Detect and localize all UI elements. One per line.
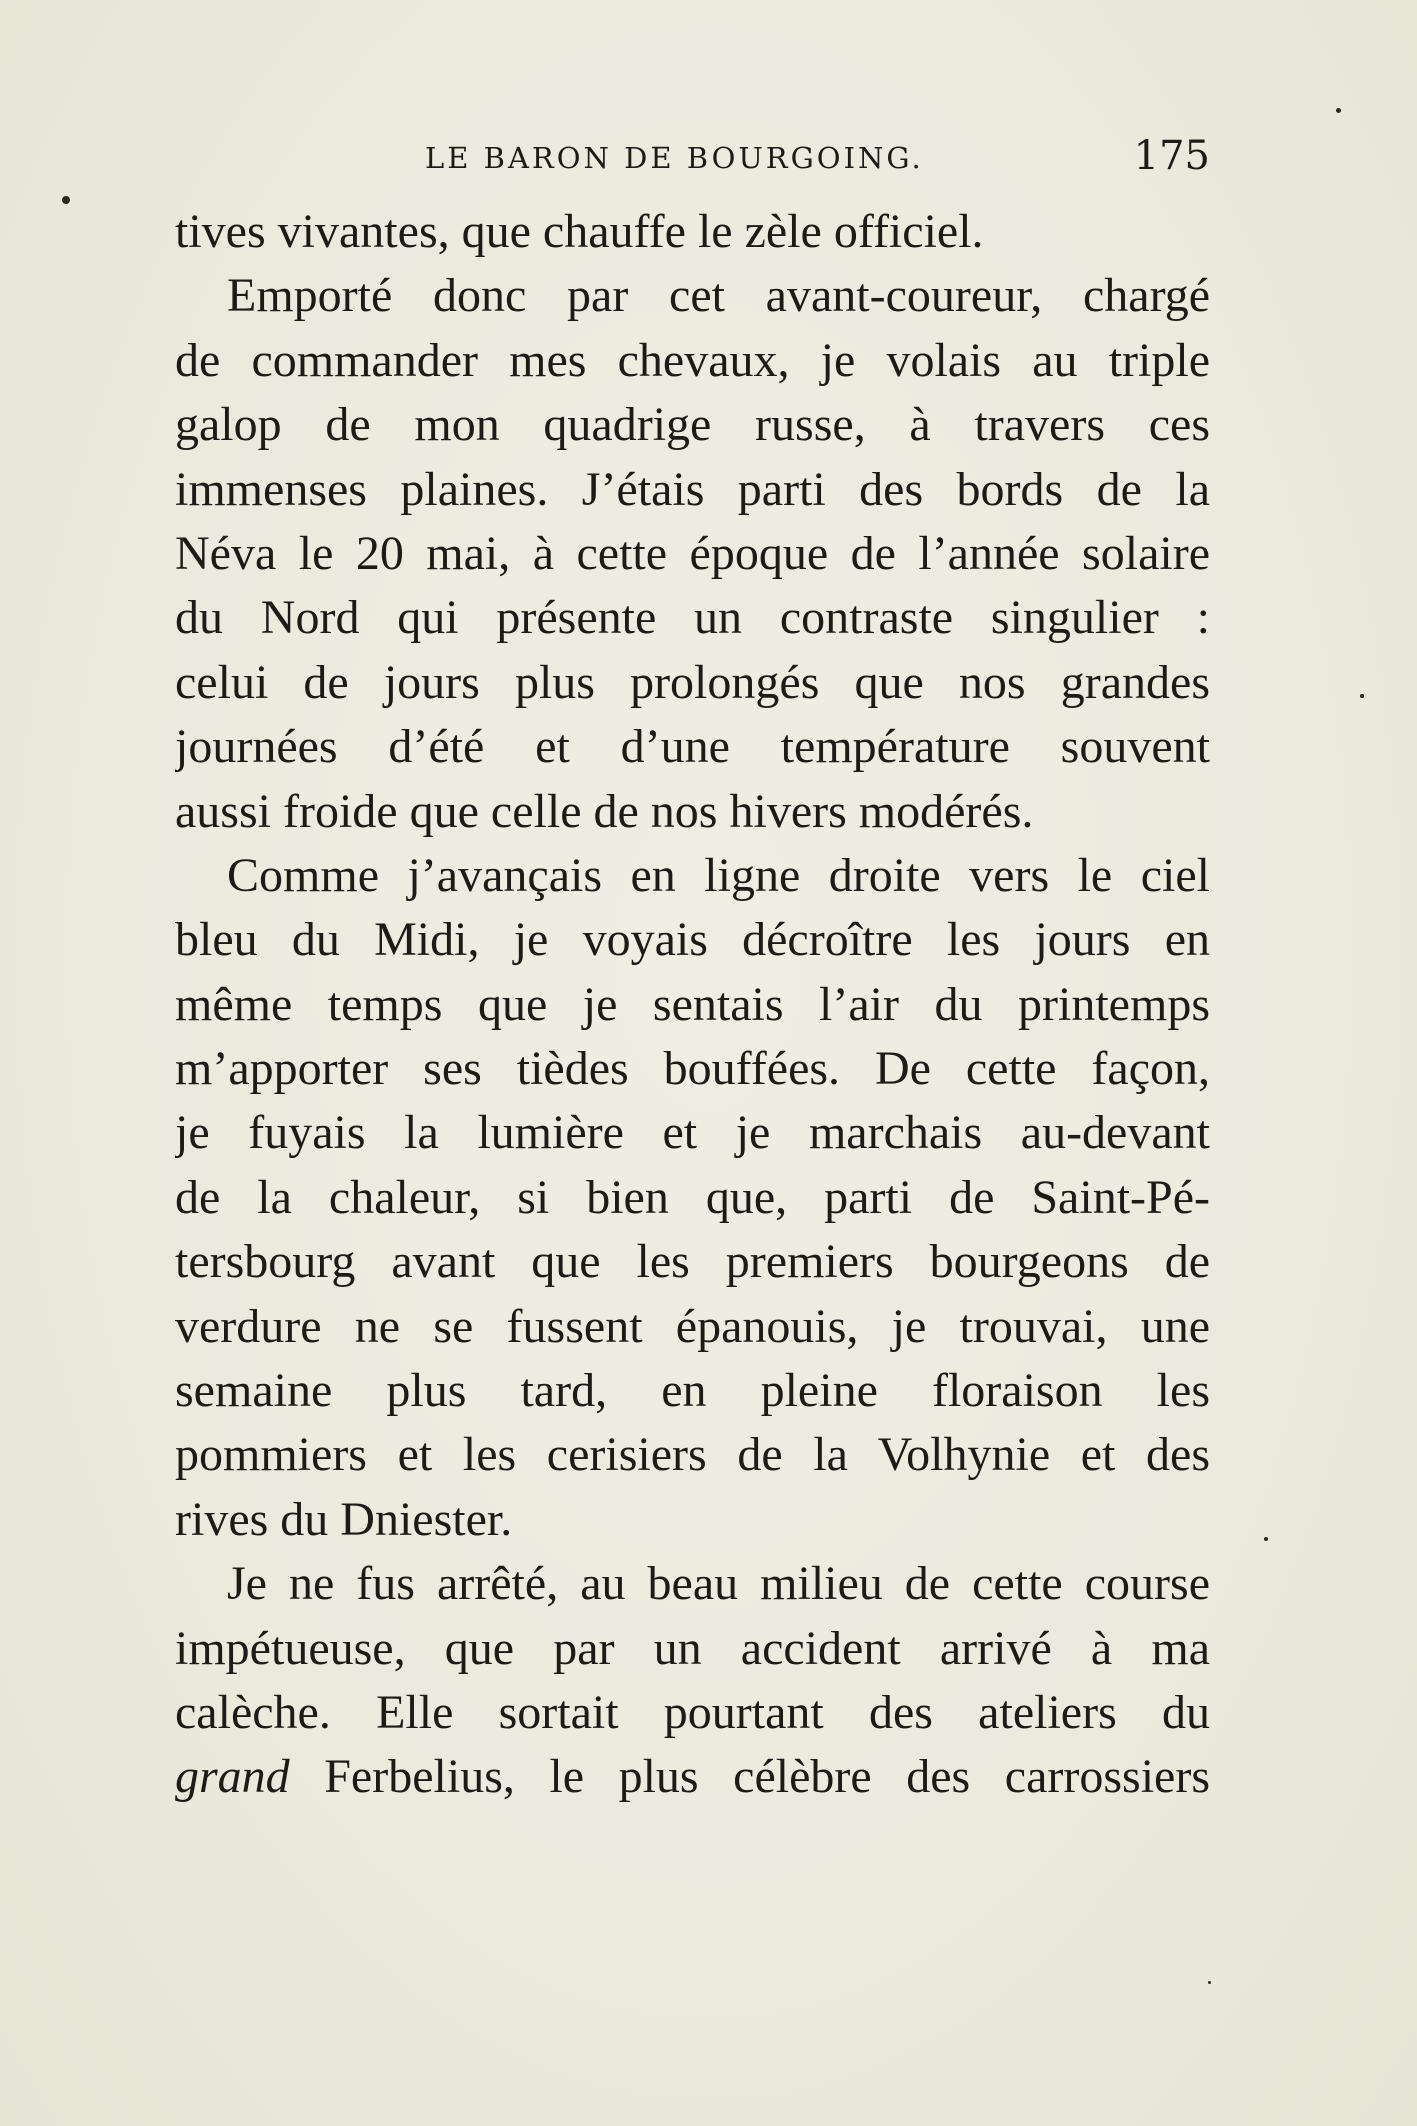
line-remainder: Ferbelius, le plus célèbre des carrossiers <box>324 1750 1210 1804</box>
text-line: même temps que je sentais l’air du printemps <box>175 977 1210 1031</box>
body-text <box>175 200 1210 1810</box>
running-head <box>175 133 1210 183</box>
text-line: du Nord qui présente un contraste singulier : <box>175 591 1210 645</box>
paper-speck <box>1336 108 1341 113</box>
text-line: semaine plus tard, en pleine floraison les <box>175 1364 1210 1418</box>
text-line: tives vivantes, que chauffe le zèle officiel. <box>175 205 984 258</box>
text-line: pommiers et les cerisiers de la Volhynie et des <box>175 1428 1210 1482</box>
text-line: de la chaleur, si bien que, parti de Saint-Pé- <box>175 1170 1210 1224</box>
paragraph-first-line: Je ne fus arrêté, au beau milieu de cette course <box>227 1557 1210 1611</box>
running-title: LE BARON DE BOURGOING. <box>425 141 924 175</box>
paragraph-last-line: aussi froide que celle de nos hivers modérés. <box>175 784 1034 838</box>
paper-speck <box>1360 694 1364 698</box>
text-line: m’apporter ses tièdes bouffées. De cette façon, <box>175 1042 1210 1096</box>
paragraph-first-line: Comme j’avançais en ligne droite vers le ciel <box>227 848 1210 902</box>
text-line: Néva le 20 mai, à cette époque de l’année solaire <box>175 526 1210 580</box>
text-line: celui de jours plus prolongés que nos grandes <box>175 655 1210 709</box>
page-number: 175 <box>1133 133 1210 179</box>
text-line: bleu du Midi, je voyais décroître les jours en <box>175 913 1210 967</box>
text-line: immenses plaines. J’étais parti des bords de la <box>175 462 1210 516</box>
italic-word: grand <box>175 1750 290 1804</box>
text-line-with-italic <box>175 1745 1210 1809</box>
text-line: de commander mes chevaux, je volais au triple <box>175 333 1210 387</box>
text-line: journées d’été et d’une température souvent <box>175 720 1210 774</box>
paper-speck <box>62 196 70 204</box>
text-line: verdure ne se fussent épanouis, je trouvai, une <box>175 1299 1210 1353</box>
paper-speck <box>1264 1537 1268 1541</box>
text-line: galop de mon quadrige russe, à travers ces <box>175 398 1210 452</box>
text-line: calèche. Elle sortait pourtant des ateliers du <box>175 1685 1210 1739</box>
text-line: je fuyais la lumière et je marchais au-devant <box>175 1106 1210 1160</box>
paragraph-last-line: rives du Dniester. <box>175 1492 513 1546</box>
paper-speck <box>1208 1981 1211 1984</box>
text-line: impétueuse, que par un accident arrivé à ma <box>175 1621 1210 1675</box>
text-line: tersbourg avant que les premiers bourgeons de <box>175 1235 1210 1289</box>
paragraph-first-line: Emporté donc par cet avant-coureur, chargé <box>227 269 1210 323</box>
